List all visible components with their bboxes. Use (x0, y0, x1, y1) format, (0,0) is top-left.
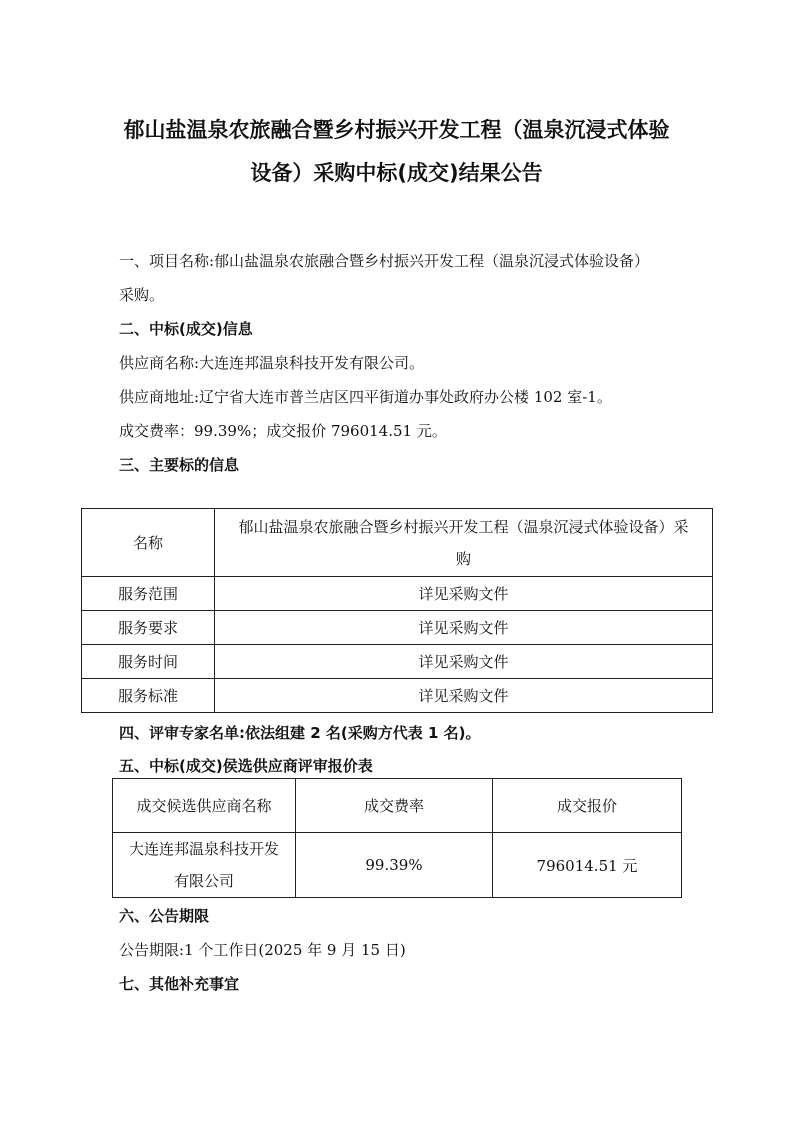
table-cell-key: 服务要求 (82, 611, 215, 645)
supplier-address: 供应商地址:辽宁省大连市普兰店区四平街道办事处政府办公楼 102 室-1。 (119, 388, 612, 406)
table-row (82, 611, 713, 645)
header-rate: 成交费率 (296, 779, 493, 833)
candidate-name-line2: 有限公司 (173, 872, 234, 890)
notice-period-text: 公告期限:1 个工作日(2025 年 9 月 15 日) (119, 941, 406, 959)
subject-name-line2: 购 (455, 549, 471, 568)
table-row (82, 577, 713, 611)
header-supplier-name: 成交候选供应商名称 (113, 779, 296, 833)
table-cell-key: 服务范围 (82, 577, 215, 611)
other-matters-heading: 七、其他补充事宜 (119, 975, 240, 993)
table-row (113, 833, 682, 898)
candidate-name-line1: 大连连邦温泉科技开发 (128, 840, 279, 858)
award-info-heading: 二、中标(成交)信息 (119, 320, 253, 338)
table-cell-value: 详见采购文件 (215, 645, 713, 679)
table-cell-value (215, 509, 713, 577)
project-name-line2: 采购。 (119, 286, 165, 304)
rate-and-price: 成交费率：99.39%；成交报价 796014.51 元。 (119, 422, 447, 440)
table-row (82, 509, 713, 577)
page-title-line2: 设备）采购中标(成交)结果公告 (250, 161, 543, 185)
table-cell-key: 服务时间 (82, 645, 215, 679)
candidate-rate-cell: 99.39% (296, 833, 493, 898)
candidate-name-cell (113, 833, 296, 898)
project-name-line1: 一、项目名称:郁山盐温泉农旅融合暨乡村振兴开发工程（温泉沉浸式体验设备） (119, 252, 650, 270)
subject-name-line1: 郁山盐温泉农旅融合暨乡村振兴开发工程（温泉沉浸式体验设备）采 (238, 517, 689, 536)
candidate-table-heading: 五、中标(成交)侯选供应商评审报价表 (119, 757, 373, 775)
main-subject-heading: 三、主要标的信息 (119, 456, 240, 474)
main-subject-table (81, 508, 713, 713)
table-cell-value: 详见采购文件 (215, 611, 713, 645)
table-cell-value: 详见采购文件 (215, 577, 713, 611)
header-price: 成交报价 (493, 779, 682, 833)
table-header-row (113, 779, 682, 833)
table-cell-key: 名称 (82, 509, 215, 577)
supplier-name: 供应商名称:大连连邦温泉科技开发有限公司。 (119, 354, 425, 372)
table-row (82, 645, 713, 679)
candidate-quote-table (112, 778, 682, 898)
table-cell-value: 详见采购文件 (215, 679, 713, 713)
expert-list-line (119, 722, 480, 743)
candidate-price-cell: 796014.51 元 (493, 833, 682, 898)
notice-period-heading: 六、公告期限 (119, 907, 210, 925)
table-cell-key: 服务标准 (82, 679, 215, 713)
page-title-line1: 郁山盐温泉农旅融合暨乡村振兴开发工程（温泉沉浸式体验 (123, 118, 670, 142)
expert-list-text: 四、评审专家名单:依法组建 2 名(采购方代表 1 名)。 (119, 724, 481, 742)
table-row (82, 679, 713, 713)
